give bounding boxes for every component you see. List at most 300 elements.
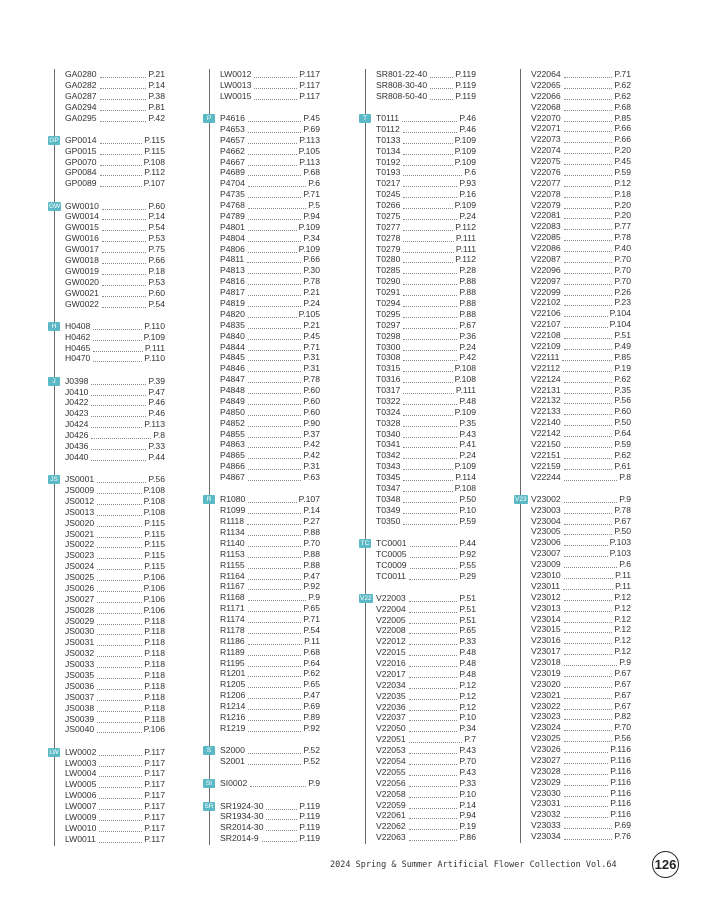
index-entry bbox=[366, 702, 476, 713]
dot-leader bbox=[248, 354, 302, 361]
item-code: R1219 bbox=[220, 722, 246, 733]
index-entry bbox=[366, 571, 476, 582]
item-code: V23027 bbox=[531, 754, 561, 765]
dot-leader bbox=[409, 595, 458, 602]
item-code: JS0032 bbox=[65, 648, 95, 659]
item-code: V22096 bbox=[531, 264, 561, 275]
page-reference: P.67 bbox=[614, 667, 631, 678]
page-reference: P.12 bbox=[459, 701, 476, 712]
page-reference: P.10 bbox=[459, 504, 476, 515]
dot-leader bbox=[564, 692, 613, 699]
item-code: T0308 bbox=[376, 352, 401, 363]
dot-leader bbox=[409, 617, 458, 624]
item-code: P4840 bbox=[220, 330, 245, 341]
item-code: P4689 bbox=[220, 167, 245, 178]
index-entry bbox=[210, 647, 320, 658]
entry-line bbox=[220, 80, 320, 91]
entry-line bbox=[531, 788, 631, 799]
item-code: P4806 bbox=[220, 243, 245, 254]
page-reference: P.19 bbox=[614, 362, 631, 373]
item-code: V22016 bbox=[376, 658, 406, 669]
entry-line bbox=[531, 417, 631, 428]
dot-leader bbox=[403, 235, 454, 242]
index-entry bbox=[210, 450, 320, 461]
dot-leader bbox=[102, 301, 147, 308]
page-reference: P.78 bbox=[614, 504, 631, 515]
dot-leader bbox=[403, 333, 457, 340]
page-reference: P.118 bbox=[144, 702, 165, 713]
dot-leader bbox=[409, 769, 458, 776]
dot-leader bbox=[564, 550, 608, 557]
dot-leader bbox=[564, 278, 613, 285]
index-column bbox=[515, 69, 631, 843]
item-code: T0300 bbox=[376, 341, 401, 352]
entry-line bbox=[65, 790, 165, 801]
index-entry bbox=[49, 200, 165, 212]
page-reference: P.36 bbox=[459, 330, 476, 341]
page-reference: P.33 bbox=[459, 777, 476, 788]
entry-line bbox=[65, 408, 165, 419]
item-code: V22075 bbox=[531, 156, 561, 167]
page-reference: P.35 bbox=[614, 384, 631, 395]
index-entry bbox=[210, 287, 320, 298]
entry-line bbox=[376, 189, 476, 200]
item-code: T0322 bbox=[376, 395, 401, 406]
index-entry bbox=[366, 309, 476, 320]
page-reference: P.42 bbox=[303, 450, 320, 461]
page-reference: P.42 bbox=[148, 112, 165, 123]
entry-line bbox=[376, 647, 476, 658]
entry-line bbox=[65, 222, 165, 233]
entry-line bbox=[531, 363, 631, 374]
entry-line bbox=[65, 80, 165, 91]
page-reference: P.67 bbox=[614, 689, 631, 700]
section-tag: J bbox=[48, 377, 60, 386]
index-entry bbox=[210, 265, 320, 276]
page-reference: P.21 bbox=[148, 69, 165, 79]
dot-leader bbox=[248, 376, 302, 383]
entry-line bbox=[531, 701, 631, 712]
index-entry bbox=[55, 299, 165, 310]
entry-line bbox=[220, 625, 320, 636]
page-reference: P.63 bbox=[303, 472, 320, 483]
dot-leader bbox=[410, 562, 458, 569]
item-code: V22035 bbox=[376, 690, 406, 701]
section-tag: P bbox=[203, 114, 215, 123]
index-entry bbox=[366, 222, 476, 233]
dot-leader bbox=[564, 594, 613, 601]
index-entry bbox=[521, 145, 631, 156]
dot-leader bbox=[97, 650, 142, 657]
item-code: V23025 bbox=[531, 733, 561, 744]
entry-line bbox=[531, 123, 631, 134]
index-entry bbox=[366, 254, 476, 265]
item-code: V23011 bbox=[531, 580, 560, 591]
dot-leader bbox=[403, 420, 457, 427]
entry-line bbox=[220, 647, 320, 658]
item-code: SR1924-30 bbox=[220, 800, 264, 811]
page-reference: P.116 bbox=[610, 787, 631, 798]
item-code: R1118 bbox=[220, 516, 245, 527]
page-reference: P.47 bbox=[303, 570, 320, 581]
dot-leader bbox=[97, 607, 141, 614]
page-reference: P.117 bbox=[144, 833, 165, 844]
item-code: JS0028 bbox=[65, 604, 95, 615]
item-code: V22081 bbox=[531, 210, 561, 221]
item-code: V23016 bbox=[531, 635, 561, 646]
index-entry bbox=[521, 200, 631, 211]
entry-line bbox=[220, 756, 320, 767]
page-reference: P.60 bbox=[303, 385, 320, 396]
entry-line bbox=[531, 624, 631, 635]
index-entry bbox=[521, 91, 631, 102]
entry-line bbox=[376, 810, 476, 821]
entry-line bbox=[220, 614, 320, 625]
item-code: SR808-50-40 bbox=[376, 90, 428, 101]
index-entry bbox=[366, 658, 476, 669]
index-entry bbox=[515, 493, 631, 505]
entry-line bbox=[531, 145, 631, 156]
dot-leader bbox=[102, 246, 147, 253]
index-column bbox=[360, 69, 476, 844]
entry-line bbox=[531, 178, 631, 189]
entry-line bbox=[376, 745, 476, 756]
item-code: V22132 bbox=[531, 395, 561, 406]
item-code: P4863 bbox=[220, 439, 245, 450]
item-code: GW0010 bbox=[65, 200, 99, 211]
entry-line bbox=[220, 712, 320, 723]
item-code: JS0012 bbox=[65, 495, 95, 506]
entry-line bbox=[220, 679, 320, 690]
item-code: V23033 bbox=[531, 820, 561, 831]
item-code: T0291 bbox=[376, 287, 401, 298]
dot-leader bbox=[97, 552, 142, 559]
page-reference: P.43 bbox=[459, 766, 476, 777]
item-code: SR2014-30 bbox=[220, 822, 264, 833]
page-reference: P.62 bbox=[303, 668, 320, 679]
entry-line bbox=[65, 692, 165, 703]
page-reference: P.94 bbox=[459, 810, 476, 821]
entry-line bbox=[220, 505, 320, 516]
index-entry bbox=[521, 614, 631, 625]
index-entry bbox=[366, 363, 476, 374]
index-entry bbox=[521, 254, 631, 265]
dot-leader bbox=[248, 562, 302, 569]
index-entry bbox=[366, 821, 476, 832]
index-entry bbox=[521, 581, 631, 592]
index-entry bbox=[55, 80, 165, 91]
dot-leader bbox=[248, 169, 302, 176]
dot-leader bbox=[564, 670, 613, 677]
entry-line bbox=[531, 91, 631, 102]
dot-leader bbox=[564, 452, 613, 459]
index-entry bbox=[55, 703, 165, 714]
entry-line bbox=[376, 80, 476, 91]
index-entry bbox=[366, 418, 476, 429]
dot-leader bbox=[248, 278, 302, 285]
page-reference: P.50 bbox=[614, 417, 631, 428]
index-entry bbox=[55, 834, 165, 845]
item-code: J0424 bbox=[65, 419, 89, 430]
index-entry bbox=[521, 232, 631, 243]
index-entry bbox=[366, 560, 476, 571]
entry-line bbox=[376, 734, 476, 745]
page-reference: P.75 bbox=[148, 244, 165, 255]
index-entry bbox=[55, 616, 165, 627]
item-code: V23020 bbox=[531, 678, 561, 689]
dot-leader bbox=[564, 125, 613, 132]
section-tag: GW bbox=[49, 202, 61, 210]
entry-line bbox=[220, 581, 320, 592]
page-reference: P.108 bbox=[143, 485, 165, 496]
index-entry bbox=[366, 298, 476, 309]
entry-line bbox=[220, 701, 320, 712]
index-entry bbox=[366, 91, 476, 102]
page-reference: P.12 bbox=[614, 646, 631, 657]
index-entry bbox=[55, 648, 165, 659]
entry-line bbox=[376, 396, 476, 407]
dot-leader bbox=[564, 572, 613, 579]
page-reference: P.29 bbox=[459, 570, 476, 581]
entry-line bbox=[376, 265, 476, 276]
section-tag: TC bbox=[360, 539, 370, 547]
dot-leader bbox=[564, 115, 613, 122]
item-code: T0111 bbox=[376, 113, 400, 124]
entry-line bbox=[376, 832, 476, 843]
index-entry bbox=[366, 636, 476, 647]
item-code: V22004 bbox=[376, 603, 406, 614]
index-entry bbox=[366, 320, 476, 331]
item-code: V22108 bbox=[531, 330, 561, 341]
page-reference: P.71 bbox=[303, 189, 320, 200]
item-code: TC0005 bbox=[376, 548, 407, 559]
entry-line bbox=[65, 518, 165, 529]
index-entry bbox=[366, 549, 476, 560]
item-code: V23010 bbox=[531, 570, 561, 580]
item-code: R1178 bbox=[220, 624, 245, 635]
item-code: V22053 bbox=[376, 745, 406, 756]
page-reference: P.119 bbox=[299, 822, 320, 833]
item-code: P4820 bbox=[220, 308, 245, 319]
entry-line bbox=[376, 439, 476, 450]
page-reference: P.34 bbox=[303, 232, 320, 243]
index-entry bbox=[521, 450, 631, 461]
index-entry bbox=[210, 658, 320, 669]
entry-line bbox=[531, 102, 631, 113]
page-reference: P.108 bbox=[454, 482, 476, 493]
entry-line bbox=[376, 200, 476, 211]
dot-leader bbox=[97, 509, 141, 516]
item-code: T0341 bbox=[376, 439, 401, 450]
dot-leader bbox=[100, 169, 143, 176]
index-entry bbox=[210, 429, 320, 440]
page-reference: P.60 bbox=[303, 395, 320, 406]
item-code: P4845 bbox=[220, 352, 245, 363]
entry-line bbox=[531, 548, 631, 559]
page-reference: P.111 bbox=[455, 243, 476, 254]
dot-leader bbox=[564, 343, 613, 350]
index-entry bbox=[366, 211, 476, 222]
index-entry bbox=[55, 812, 165, 823]
index-entry bbox=[366, 745, 476, 756]
entry-line bbox=[531, 526, 631, 537]
dot-leader bbox=[100, 137, 143, 144]
dot-leader bbox=[564, 191, 613, 198]
dot-leader bbox=[248, 452, 302, 459]
index-entry bbox=[521, 570, 631, 581]
dot-leader bbox=[100, 148, 143, 155]
item-code: V23030 bbox=[531, 787, 561, 798]
entry-line bbox=[220, 309, 320, 320]
entry-line bbox=[65, 539, 165, 550]
entry-line bbox=[220, 494, 320, 505]
item-code: R1174 bbox=[220, 614, 245, 625]
page-reference: P.119 bbox=[299, 811, 320, 822]
page-reference: P.109 bbox=[454, 200, 476, 211]
page-reference: P.65 bbox=[303, 603, 320, 614]
page-reference: P.51 bbox=[614, 330, 631, 341]
dot-leader bbox=[248, 420, 302, 427]
page-reference: P.51 bbox=[459, 592, 476, 603]
index-entry bbox=[210, 331, 320, 342]
item-code: LW0006 bbox=[65, 790, 97, 801]
index-entry bbox=[366, 287, 476, 298]
entry-line bbox=[531, 711, 631, 722]
entry-line bbox=[376, 669, 476, 680]
dot-leader bbox=[403, 431, 457, 438]
dot-leader bbox=[403, 354, 457, 361]
page-reference: P.108 bbox=[454, 374, 476, 385]
dot-leader bbox=[564, 724, 613, 731]
section-tag: SI bbox=[203, 779, 215, 788]
entry-line bbox=[65, 659, 165, 670]
item-code: T0280 bbox=[376, 254, 401, 265]
section-tag: JS bbox=[48, 475, 60, 484]
page-reference: P.20 bbox=[614, 199, 631, 210]
dot-leader bbox=[403, 452, 457, 459]
index-entry bbox=[210, 756, 320, 767]
dot-leader bbox=[403, 463, 452, 470]
dot-leader bbox=[100, 159, 142, 166]
dot-leader bbox=[403, 409, 452, 416]
catalog-title: 2024 Spring & Summer Artificial Flower Collection Vol.64 bbox=[330, 860, 617, 870]
item-code: P4846 bbox=[220, 363, 245, 374]
page-reference: P.111 bbox=[455, 385, 476, 396]
dot-leader bbox=[102, 213, 147, 220]
page-reference: P.78 bbox=[614, 232, 631, 243]
item-code: LW0002 bbox=[65, 746, 97, 757]
entry-line bbox=[376, 494, 476, 505]
entry-line bbox=[65, 812, 165, 823]
page-reference: P.10 bbox=[459, 712, 476, 723]
page-reference: P.92 bbox=[459, 548, 476, 559]
dot-leader bbox=[97, 705, 142, 712]
dot-leader bbox=[91, 432, 151, 439]
item-code: T0349 bbox=[376, 504, 401, 515]
index-entry bbox=[55, 561, 165, 572]
index-entry bbox=[366, 461, 476, 472]
index-entry bbox=[210, 222, 320, 233]
entry-line bbox=[376, 407, 476, 418]
dot-leader bbox=[248, 463, 302, 470]
dot-leader bbox=[564, 419, 613, 426]
dot-leader bbox=[248, 191, 302, 198]
entry-line bbox=[65, 529, 165, 540]
index-entry bbox=[210, 244, 320, 255]
item-code: V22159 bbox=[531, 460, 561, 471]
dot-leader bbox=[403, 344, 457, 351]
index-entry bbox=[210, 233, 320, 244]
index-entry bbox=[206, 494, 320, 505]
item-code: P4704 bbox=[220, 178, 245, 189]
dot-leader bbox=[564, 626, 613, 633]
index-entry bbox=[521, 777, 631, 788]
item-code: R1168 bbox=[220, 592, 245, 603]
page-reference: P.108 bbox=[143, 156, 165, 167]
page-reference: P.21 bbox=[303, 287, 320, 298]
item-code: JS0029 bbox=[65, 615, 95, 626]
page-reference: P.53 bbox=[148, 233, 165, 244]
index-entry bbox=[210, 571, 320, 582]
page-reference: P.85 bbox=[614, 112, 631, 123]
index-entry bbox=[521, 178, 631, 189]
page-reference: P.112 bbox=[144, 167, 165, 178]
page-reference: P.119 bbox=[455, 90, 476, 101]
item-code: H0465 bbox=[65, 342, 91, 353]
entry-line bbox=[531, 167, 631, 178]
entry-line bbox=[220, 374, 320, 385]
dot-leader bbox=[409, 573, 457, 580]
item-code: GA0287 bbox=[65, 90, 97, 101]
dot-leader bbox=[248, 692, 301, 699]
entry-line bbox=[220, 516, 320, 527]
page-reference: P.24 bbox=[303, 298, 320, 308]
dot-leader bbox=[403, 376, 452, 383]
index-entry bbox=[210, 298, 320, 309]
dot-leader bbox=[97, 574, 141, 581]
entry-line bbox=[376, 167, 476, 178]
entry-line bbox=[376, 691, 476, 702]
dot-leader bbox=[248, 540, 302, 547]
item-code: V22071 bbox=[531, 123, 561, 134]
page-reference: P.109 bbox=[454, 156, 476, 167]
index-entry bbox=[210, 135, 320, 146]
item-code: V22070 bbox=[531, 112, 561, 123]
dot-leader bbox=[248, 344, 302, 351]
index-entry bbox=[210, 396, 320, 407]
entry-line bbox=[220, 233, 320, 244]
dot-leader bbox=[403, 256, 453, 263]
index-entry bbox=[210, 723, 320, 734]
dot-leader bbox=[248, 573, 302, 580]
dot-leader bbox=[248, 627, 302, 634]
page-reference: P.33 bbox=[148, 441, 165, 451]
index-entry bbox=[210, 668, 320, 679]
entry-line bbox=[220, 265, 320, 276]
dot-leader bbox=[248, 333, 302, 340]
entry-line bbox=[220, 211, 320, 222]
page-reference: P.60 bbox=[148, 200, 165, 211]
item-code: SR2014-9 bbox=[220, 833, 259, 844]
entry-line bbox=[376, 320, 476, 331]
dot-leader bbox=[97, 694, 142, 701]
page-reference: P.89 bbox=[303, 711, 320, 722]
index-entry bbox=[366, 680, 476, 691]
entry-line bbox=[220, 527, 320, 538]
page-reference: P.116 bbox=[610, 776, 631, 787]
page-reference: P.35 bbox=[459, 417, 476, 428]
index-entry bbox=[210, 157, 320, 168]
